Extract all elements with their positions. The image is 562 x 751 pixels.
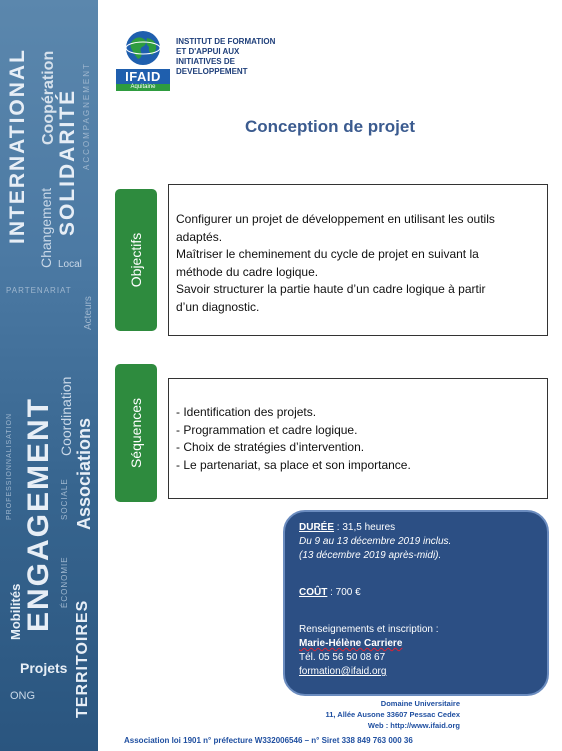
ifaid-logo <box>116 27 170 91</box>
contact-email-link[interactable]: formation@ifaid.org <box>299 666 387 677</box>
dates-note: (13 décembre 2019 après-midi). <box>299 550 442 561</box>
objectif-line: Savoir structurer la partie haute d’un cadre logique à partir <box>176 282 486 296</box>
word-engagement: ENGAGEMENT <box>22 396 55 632</box>
objectif-line: Maîtriser le cheminement du cycle de projet en suivant la <box>176 247 479 261</box>
objectifs-tab <box>115 189 157 331</box>
sequences-box <box>168 378 548 499</box>
duree-value: : 31,5 heures <box>334 522 396 533</box>
cout-value: : 700 € <box>327 587 361 598</box>
institute-line: INSTITUT DE FORMATION <box>176 37 276 46</box>
contact-name: Marie-Hélène Carriere <box>299 638 403 649</box>
word-solidarite: SOLIDARITÉ <box>56 88 79 236</box>
word-partenariat: PARTENARIAT <box>6 286 72 295</box>
word-coordination: Coordination <box>58 376 74 456</box>
word-cloud-band <box>0 0 98 751</box>
cout-line <box>299 586 547 600</box>
contact-phone: Tél. 05 56 50 08 67 <box>299 652 386 663</box>
footer-legal: Association loi 1901 n° préfecture W332006546 – n° Siret 338 849 763 000 36 <box>124 736 413 745</box>
sequence-item: - Le partenariat, sa place et son importance. <box>176 457 411 472</box>
objectif-line: d’un diagnostic. <box>176 299 260 314</box>
dates: Du 9 au 13 décembre 2019 inclus. <box>299 536 452 547</box>
objectifs-tab-label: Objectifs <box>128 232 144 288</box>
word-economie: ÉCONOMIE <box>60 556 69 608</box>
sequence-item: - Programmation et cadre logique. <box>176 422 358 437</box>
page-title: Conception de projet <box>245 117 415 136</box>
logo-wordmark: IFAID <box>116 69 170 84</box>
cout-label: COÛT <box>299 587 328 598</box>
objectif-line: adaptés. <box>176 229 223 244</box>
institute-line: DEVELOPPEMENT <box>176 67 248 76</box>
footer-address: 11, Allée Ausone 33607 Pessac Cedex <box>325 710 460 719</box>
word-sociale: SOCIALE <box>60 478 69 520</box>
word-associations: Associations <box>74 417 94 530</box>
duree-label: DURÉE <box>299 522 335 533</box>
word-changement: Changement <box>38 187 54 268</box>
word-cooperation: Coopération <box>40 50 57 145</box>
institute-line: INITIATIVES DE <box>176 57 235 66</box>
word-accompagnement: ACCOMPAGNEMENT <box>82 62 91 170</box>
word-mobilites: Mobilités <box>8 583 23 640</box>
objectif-line: méthode du cadre logique. <box>176 264 319 279</box>
sequence-item: - Choix de stratégies d’intervention. <box>176 440 365 454</box>
globe-icon <box>116 27 170 71</box>
word-ong: ONG <box>10 690 36 702</box>
contact-title: Renseignements et inscription : <box>299 624 439 635</box>
word-acteurs: Acteurs <box>83 296 94 330</box>
logo-subtitle: Aquitaine <box>116 84 170 91</box>
footer-web[interactable]: Web : http://www.ifaid.org <box>367 721 460 730</box>
institute-name <box>176 37 306 77</box>
sequences-tab <box>115 364 157 502</box>
institute-line: ET D'APPUI AUX <box>176 47 240 56</box>
word-professionnalisation: PROFESSIONNALISATION <box>6 413 13 520</box>
sequences-tab-label: Séquences <box>128 397 144 469</box>
duree-line <box>299 521 547 535</box>
word-international: INTERNATIONAL <box>6 48 29 244</box>
objectif-line: Configurer un projet de développement en utilisant les outils <box>176 212 495 226</box>
objectifs-box <box>168 184 548 336</box>
footer-line: Domaine Universitaire <box>380 699 460 708</box>
info-panel <box>283 510 549 696</box>
word-local: Local <box>58 259 82 270</box>
word-projets: Projets <box>20 660 68 676</box>
sequence-item: - Identification des projets. <box>176 405 317 419</box>
word-territoires: TERRITOIRES <box>74 599 91 718</box>
